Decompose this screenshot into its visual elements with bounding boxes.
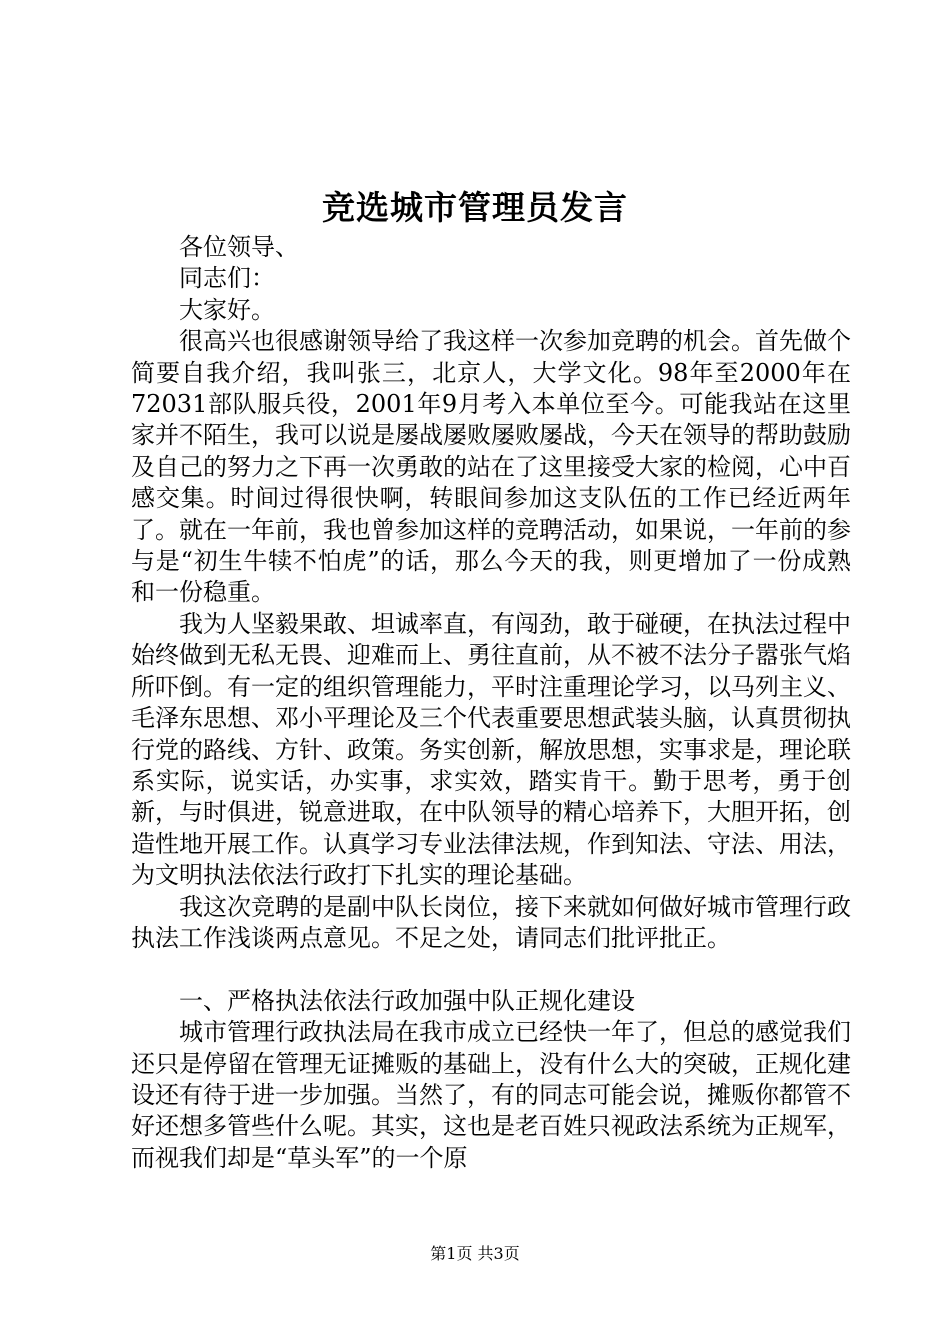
paragraph-qualities: 我为人坚毅果敢、坦诚率直，有闯劲，敢于碰硬，在执法过程中始终做到无私无畏、迎难而上、勇往直前，从不被不法分子嚣张气焰所吓倒。有一定的组织管理能力，平时注重理论学习，以马列主义、毛泽东思想、邓小平理论及三个代表重要思想武装头脑，认真贯彻执行党的路线、方针、政策。务实创新，解放思想，实事求是，理论联系实际，说实话，办实事，求实效，踏实肯干。勤于思考，勇于创新，与时俱进，锐意进取，在中队领导的精心培养下，大胆开拓，创造性地开展工作。认真学习专业法律法规，作到知法、守法、用法，为文明执法依法行政打下扎实的理论基础。 — [131, 609, 851, 890]
section-heading-1: 一、严格执法依法行政加强中队正规化建设 — [179, 986, 635, 1015]
paragraph-position: 我这次竞聘的是副中队长岗位，接下来就如何做好城市管理行政执法工作浅谈两点意见。不足之处，请同志们批评批正。 — [131, 892, 851, 952]
greeting: 大家好。 — [179, 295, 275, 324]
salutation-comrades: 同志们： — [179, 264, 275, 293]
document-body — [131, 232, 851, 1174]
page-footer: 第1页 共3页 — [430, 1244, 520, 1263]
document-title: 竞选城市管理员发言 — [322, 188, 628, 227]
salutation-leaders: 各位领导、 — [179, 233, 299, 261]
paragraph-introduction: 很高兴也很感谢领导给了我这样一次参加竞聘的机会。首先做个简要自我介绍，我叫张三，北京人，大学文化。98年至2000年在72031部队服兵役，2001年9月考入本单位至今。可能我站在这里家并不陌生，我可以说是屡战屡败屡败屡战，今天在领导的帮助鼓励及自己的努力之下再一次勇敢的站在了这里接受大家的检阅，心中百感交集。时间过得很快啊，转眼间参加这支队伍的工作已经近两年了。就在一年前，我也曾参加这样的竞聘活动，如果说，一年前的参与是“初生牛犊不怕虎”的话，那么今天的我，则更增加了一份成熟和一份稳重。 — [131, 327, 851, 607]
paragraph-section-1: 城市管理行政执法局在我市成立已经快一年了，但总的感觉我们还只是停留在管理无证摊贩的基础上，没有什么大的突破，正规化建设还有待于进一步加强。当然了，有的同志可能会说，摊贩你都管不好还想多管些什么呢。其实，这也是老百姓只视政法系统为正规军，而视我们却是“草头军”的一个原 — [131, 1018, 851, 1172]
